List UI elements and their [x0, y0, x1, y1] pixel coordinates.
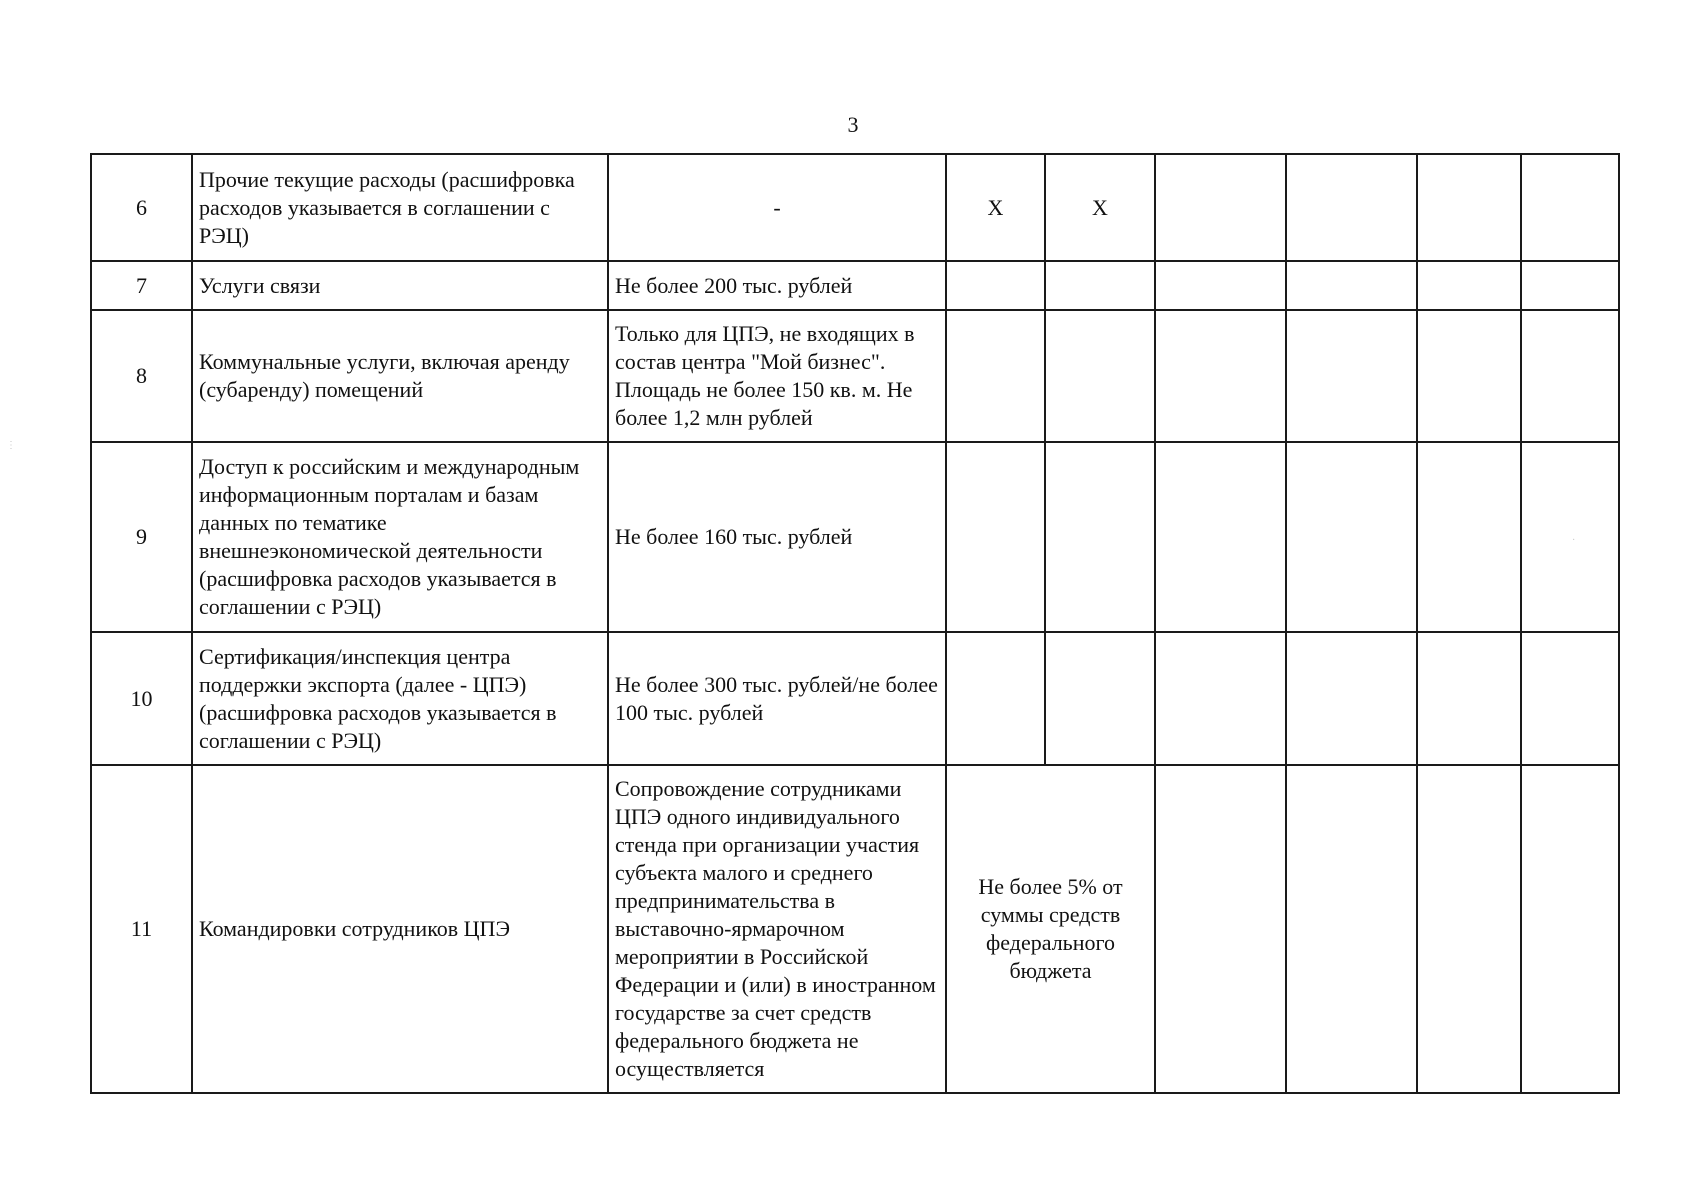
empty-cell	[1286, 765, 1417, 1093]
row-number: 11	[91, 765, 192, 1093]
empty-cell	[1521, 442, 1619, 632]
expense-limit: Не более 5% от суммы средств федерального бюджета	[946, 765, 1155, 1093]
table-cell: X	[946, 154, 1045, 261]
empty-cell	[1417, 310, 1521, 442]
empty-cell	[946, 632, 1045, 765]
empty-cell	[1045, 261, 1155, 310]
expense-table	[90, 153, 1620, 1094]
table-row	[91, 154, 1619, 261]
page-number: 3	[847, 112, 859, 137]
expense-condition: -	[608, 154, 946, 261]
empty-cell	[1417, 765, 1521, 1093]
expense-condition: Не более 200 тыс. рублей	[608, 261, 946, 310]
scan-speck: ·	[1572, 535, 1576, 546]
empty-cell	[1521, 632, 1619, 765]
empty-cell	[1155, 442, 1286, 632]
empty-cell	[1521, 261, 1619, 310]
table-row	[91, 310, 1619, 442]
expense-name: Доступ к российским и международным информационным порталам и базам данных по тематике внешнеэкономической деятельности (расшифровка расходов указывается в соглашении с РЭЦ)	[192, 442, 608, 632]
expense-condition: Только для ЦПЭ, не входящих в состав центра "Мой бизнес". Площадь не более 150 кв. м. Не более 1,2 млн рублей	[608, 310, 946, 442]
table-cell: X	[1045, 154, 1155, 261]
empty-cell	[1155, 310, 1286, 442]
empty-cell	[1521, 310, 1619, 442]
table-row	[91, 442, 1619, 632]
empty-cell	[1286, 442, 1417, 632]
expense-name: Сертификация/инспекция центра поддержки экспорта (далее - ЦПЭ) (расшифровка расходов указывается в соглашении с РЭЦ)	[192, 632, 608, 765]
empty-cell	[1417, 442, 1521, 632]
empty-cell	[1286, 310, 1417, 442]
empty-cell	[1155, 632, 1286, 765]
expense-condition: Не более 300 тыс. рублей/не более 100 тыс. рублей	[608, 632, 946, 765]
table-row	[91, 632, 1619, 765]
empty-cell	[1286, 632, 1417, 765]
empty-cell	[1286, 154, 1417, 261]
expense-condition: Сопровождение сотрудниками ЦПЭ одного индивидуального стенда при организации участия субъекта малого и среднего предпринимательства в выставочно-ярмарочном мероприятии в Российской Федерации и (или) в иностранном государстве за счет средств федерального бюджета не осуществляется	[608, 765, 946, 1093]
empty-cell	[1417, 154, 1521, 261]
empty-cell	[1045, 632, 1155, 765]
empty-cell	[1155, 261, 1286, 310]
expense-name: Коммунальные услуги, включая аренду (субаренду) помещений	[192, 310, 608, 442]
row-number: 6	[91, 154, 192, 261]
expense-name: Прочие текущие расходы (расшифровка расходов указывается в соглашении с РЭЦ)	[192, 154, 608, 261]
expense-name: Услуги связи	[192, 261, 608, 310]
empty-cell	[1155, 765, 1286, 1093]
table-row	[91, 261, 1619, 310]
empty-cell	[946, 261, 1045, 310]
row-number: 7	[91, 261, 192, 310]
row-number: 9	[91, 442, 192, 632]
empty-cell	[1417, 632, 1521, 765]
empty-cell	[1521, 765, 1619, 1093]
expense-condition: Не более 160 тыс. рублей	[608, 442, 946, 632]
scan-speck: ⋮	[6, 440, 16, 451]
empty-cell	[1045, 310, 1155, 442]
empty-cell	[1045, 442, 1155, 632]
row-number: 8	[91, 310, 192, 442]
empty-cell	[946, 310, 1045, 442]
empty-cell	[1155, 154, 1286, 261]
empty-cell	[1417, 261, 1521, 310]
empty-cell	[1286, 261, 1417, 310]
empty-cell	[1521, 154, 1619, 261]
empty-cell	[946, 442, 1045, 632]
row-number: 10	[91, 632, 192, 765]
expense-name: Командировки сотрудников ЦПЭ	[192, 765, 608, 1093]
table-row	[91, 765, 1619, 1093]
